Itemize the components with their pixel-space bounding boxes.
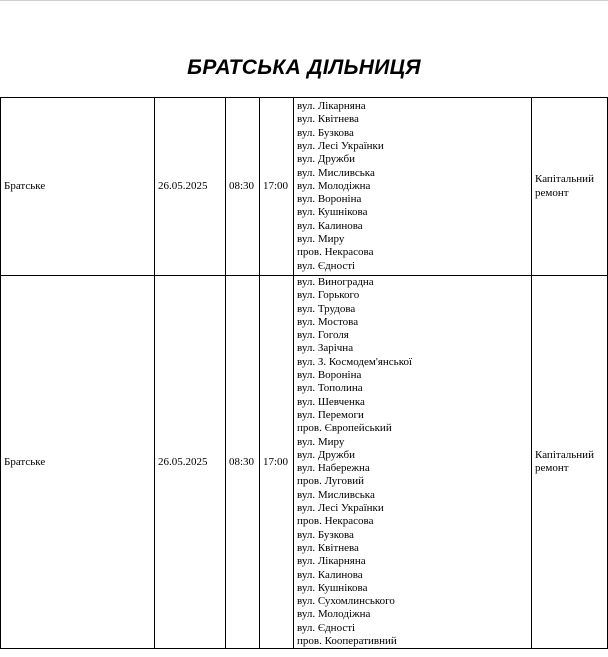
- village-cell: Братське: [1, 276, 155, 649]
- street-item: вул. Кушнікова: [297, 581, 368, 594]
- street-item: вул. Горького: [297, 289, 360, 302]
- street-item: вул. Квітнева: [297, 541, 359, 554]
- street-item: вул. Лесі Українки: [297, 139, 384, 152]
- street-item: вул. Шевченка: [297, 395, 365, 408]
- street-item: вул. Єдності: [297, 621, 356, 634]
- reason-cell: Капітальний ремонт: [532, 276, 608, 649]
- page-title: БРАТСЬКА ДІЛЬНИЦЯ: [187, 56, 421, 79]
- street-item: вул. Зарічна: [297, 342, 354, 355]
- outage-schedule-table: [0, 97, 608, 649]
- street-item: вул. Тополина: [297, 382, 363, 395]
- start-time-cell: 08:30: [226, 98, 260, 276]
- street-item: пров. Європейський: [297, 422, 392, 435]
- end-time-cell: 17:00: [260, 276, 294, 649]
- street-item: вул. Молодіжна: [297, 608, 371, 621]
- date-cell: 26.05.2025: [155, 98, 226, 276]
- street-item: вул. Калинова: [297, 219, 363, 232]
- street-item: вул. Бузкова: [297, 126, 354, 139]
- street-item: вул. Вороніна: [297, 369, 362, 382]
- streets-cell: [294, 276, 532, 649]
- table-row: [1, 276, 608, 649]
- street-item: вул. Дружби: [297, 153, 355, 166]
- street-item: вул. З. Космодем'янської: [297, 355, 413, 368]
- street-item: вул. Миру: [297, 233, 345, 246]
- street-item: вул. Молодіжна: [297, 179, 371, 192]
- street-item: вул. Миру: [297, 435, 345, 448]
- street-item: вул. Перемоги: [297, 408, 364, 421]
- end-time-cell: 17:00: [260, 98, 294, 276]
- date-cell: 26.05.2025: [155, 276, 226, 649]
- street-item: вул. Лікарняна: [297, 555, 366, 568]
- reason-cell: Капітальний ремонт: [532, 98, 608, 276]
- street-item: вул. Гоголя: [297, 329, 349, 342]
- street-item: вул. Бузкова: [297, 528, 354, 541]
- street-item: вул. Мостова: [297, 315, 359, 328]
- start-time-cell: 08:30: [226, 276, 260, 649]
- street-item: вул. Набережна: [297, 462, 370, 475]
- street-item: вул. Виноградна: [297, 276, 374, 288]
- street-item: вул. Лесі Українки: [297, 502, 384, 515]
- street-item: вул. Квітнева: [297, 113, 359, 126]
- village-cell: Братське: [1, 98, 155, 276]
- street-item: пров. Некрасова: [297, 515, 374, 528]
- street-item: вул. Мисливська: [297, 488, 375, 501]
- street-item: вул. Мисливська: [297, 166, 375, 179]
- table-row: [1, 98, 608, 276]
- street-item: вул. Вороніна: [297, 193, 362, 206]
- street-item: вул. Єдності: [297, 259, 356, 272]
- top-divider: [0, 0, 608, 1]
- street-item: вул. Дружби: [297, 448, 355, 461]
- street-item: вул. Кушнікова: [297, 206, 368, 219]
- street-item: вул. Лікарняна: [297, 100, 366, 113]
- street-item: пров. Некрасова: [297, 246, 374, 259]
- street-item: вул. Сухомлинського: [297, 595, 395, 608]
- schedule-body: [1, 98, 608, 649]
- street-item: пров. Луговий: [297, 475, 364, 488]
- street-item: вул. Калинова: [297, 568, 363, 581]
- street-item: вул. Трудова: [297, 302, 356, 315]
- streets-cell: [294, 98, 532, 276]
- street-item: пров. Кооперативний: [297, 635, 397, 648]
